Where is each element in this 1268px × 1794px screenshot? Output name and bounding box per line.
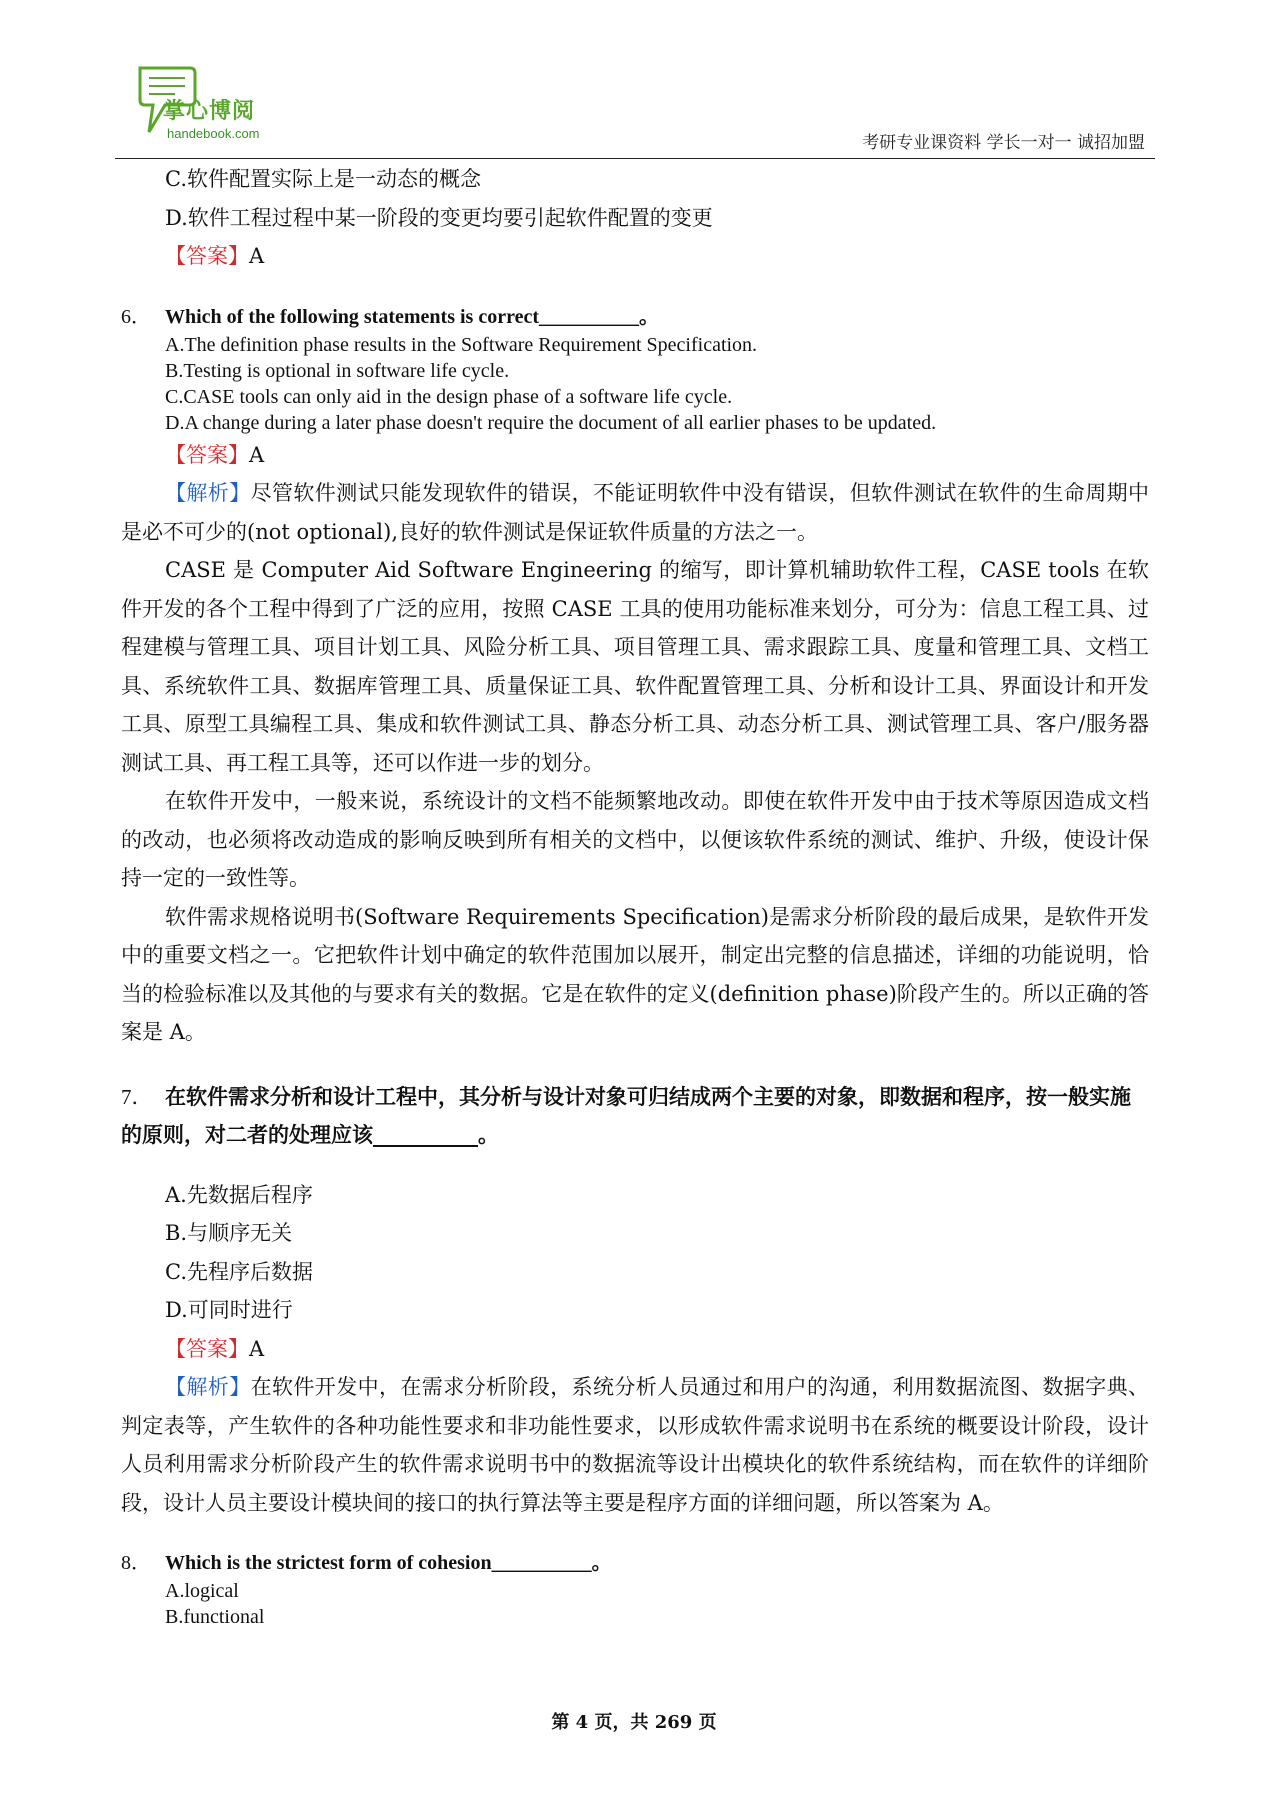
- q6-question: [121, 302, 1149, 332]
- q6-option-a: A.The definition phase results in the Software Requirement Specification.: [165, 333, 758, 356]
- question-number: 6．: [121, 305, 151, 328]
- q7-question: [121, 1078, 1149, 1155]
- q6-option-d: D.A change during a later phase doesn't require the document of all earlier phases to be updated.: [165, 411, 937, 434]
- q6-analysis-p1: [121, 474, 1149, 551]
- question-text: 在软件需求分析和设计工程中，其分析与设计对象可归结成两个主要的对象，即数据和程序，按一般实施的原则，对二者的处理应该__________。: [121, 1083, 1131, 1147]
- answer-value: A: [249, 244, 265, 268]
- q6-analysis-p3: 在软件开发中，一般来说，系统设计的文档不能频繁地改动。即使在软件开发中由于技术等原因造成文档的改动，也必须将改动造成的影响反映到所有相关的文档中，以便该软件系统的测试、维护、升级，使设计保持一定的一致性等。: [121, 789, 1149, 890]
- q7-option-d: D.可同时进行: [165, 1298, 293, 1322]
- q8-question: [121, 1548, 1149, 1578]
- analysis-label: 【解析】: [165, 481, 251, 505]
- q6-analysis-p2: CASE 是 Computer Aid Software Engineering 的缩写，即计算机辅助软件工程，CASE tools 在软件开发的各个工程中得到了广泛的应用，按照 CASE 工具的使用功能标准来划分，可分为：信息工程工具、过程建模与管理工具、项目计划工具、风险分析工具、项目管理工具、需求跟踪工具、度量和管理工具、文档工具、系统软件工具、数据库管理工具、质量保证工具、软件配置管理工具、分析和设计工具、界面设计和开发工具、原型工具编程工具、集成和软件测试工具、静态分析工具、动态分析工具、测试管理工具、客户/服务器测试工具、再工程工具等，还可以作进一步的划分。: [121, 558, 1149, 775]
- question-number: 7．: [121, 1084, 153, 1109]
- q5-option-c: C.软件配置实际上是一动态的概念: [165, 167, 481, 191]
- logo-text: 掌心博阅: [163, 99, 256, 124]
- q8-option-b: B.functional: [165, 1606, 265, 1628]
- q5-option-d: D.软件工程过程中某一阶段的变更均要引起软件配置的变更: [165, 205, 713, 230]
- logo-subtext: handebook.com: [167, 126, 260, 141]
- answer-label: 【答案】: [165, 442, 249, 467]
- answer-value: A: [249, 442, 265, 467]
- question-number: 8．: [121, 1552, 151, 1574]
- q6-option-c: C.CASE tools can only aid in the design phase of a software life cycle.: [165, 385, 733, 408]
- analysis-text: 在软件开发中，在需求分析阶段，系统分析人员通过和用户的沟通，利用数据流图、数据字典、判定表等，产生软件的各种功能性要求和非功能性要求，以形成软件需求说明书在系统的概要设计阶段，设计人员利用需求分析阶段产生的软件需求说明书中的数据流等设计出模块化的软件系统结构，而在软件的详细阶段，设计人员主要设计模块间的接口的执行算法等主要是程序方面的详细问题，所以答案为 A。: [121, 1375, 1150, 1515]
- q6-answer: [121, 436, 1149, 475]
- page-number: 第 4 页，共 269 页: [551, 1712, 717, 1733]
- answer-label: 【答案】: [165, 244, 249, 268]
- analysis-label: 【解析】: [165, 1375, 251, 1399]
- q6-analysis-p4: 软件需求规格说明书(Software Requirements Specification)是需求分析阶段的最后成果，是软件开发中的重要文档之一。它把软件计划中确定的软件范围加以展开，制定出完整的信息描述，详细的功能说明，恰当的检验标准以及其他的与要求有关的数据。它是在软件的定义(definition phase)阶段产生的。所以正确的答案是 A。: [121, 904, 1149, 1044]
- question-text: Which is the strictest form of cohesion__________。: [165, 1552, 612, 1574]
- q8-option-a: A.logical: [165, 1580, 239, 1602]
- q7-option-c: C.先程序后数据: [165, 1259, 313, 1284]
- analysis-text: 尽管软件测试只能发现软件的错误，不能证明软件中没有错误，但软件测试在软件的生命周期中是必不可少的(not optional),良好的软件测试是保证软件质量的方法之一。: [121, 481, 1150, 544]
- q7-analysis: [121, 1368, 1149, 1522]
- q5-answer: [121, 237, 1149, 276]
- header-slogan: 考研专业课资料 学长一对一 诚招加盟: [862, 133, 1145, 153]
- q6-option-b: B.Testing is optional in software life cycle.: [165, 359, 510, 382]
- page-content: [121, 160, 1149, 1630]
- q7-answer: [121, 1330, 1149, 1369]
- answer-label: 【答案】: [165, 1336, 249, 1361]
- q7-option-b: B.与顺序无关: [165, 1221, 293, 1245]
- q7-option-a: A.先数据后程序: [165, 1182, 313, 1207]
- page-header: [115, 50, 1155, 159]
- answer-value: A: [249, 1336, 265, 1361]
- question-text: Which of the following statements is correct__________。: [165, 305, 660, 328]
